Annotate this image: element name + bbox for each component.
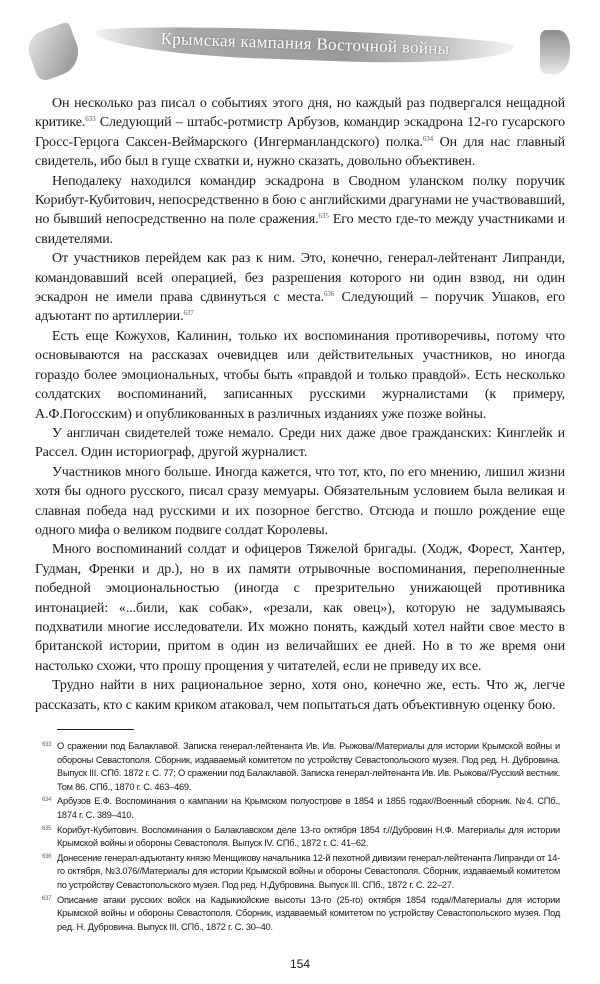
ribbon-curl-right-decoration bbox=[540, 30, 570, 74]
footnote-ref[interactable]: 635 bbox=[318, 212, 329, 221]
paragraph bbox=[35, 463, 565, 541]
paragraph-text: Трудно найти в них рациональное зерно, хотя оно, конечно же, есть. Что ж, легче рассказать, кто с каким криком атаковал, чем попытаться дать объективную оценку бою. bbox=[35, 678, 565, 713]
footnote bbox=[42, 852, 560, 893]
footnote-number: 634 bbox=[42, 797, 52, 804]
footnote-ref[interactable]: 634 bbox=[422, 134, 434, 143]
paragraph bbox=[35, 249, 565, 327]
page-number: 154 bbox=[289, 957, 311, 972]
footnote-text: О сражении под Балаклавой. Записка генерал-лейтенанта Ив. Ив. Рыжова//Материалы для истории Крымской войны и обороны Севастополя. Сборник, издаваемый комитетом по устройству Севастопольского музея. Под ред. Н. Дубровина. Выпуск III. СПб. 1872 г. С. 77; О сражении под Балаклавой. Записка генерал-лейтенанта Ив. Ив. Рыжова//Русский вестник. Том 86. СПб., 1870 г. С. 463–469. bbox=[57, 741, 560, 792]
footnote-number: 635 bbox=[42, 825, 52, 832]
footnote bbox=[42, 740, 560, 794]
paragraph bbox=[35, 172, 565, 250]
paragraph-text: У англичан свидетелей тоже немало. Среди них даже двое гражданских: Кинглейк и Рассел. Один историограф, другой журналист. bbox=[35, 425, 565, 461]
footnote bbox=[42, 824, 560, 851]
footnote-text: Арбузов Е.Ф. Воспоминания о кампании на Крымском полуострове в 1854 и 1855 годах//Военный сборник. №4. СПб., 1874 г. С. 389–410. bbox=[57, 796, 560, 820]
paragraph-text: Он несколько раз писал о событиях этого дня, но каждый раз подвергался нещадной критике. bbox=[35, 96, 565, 131]
footnote-text: Корибут-Кубитович. Воспоминания о Балаклавском деле 13-го октября 1854 г.//Дубровин Н.Ф. Материалы для истории Крымской войны и обороны Севастополя. Выпуск IV. СПб., 1872 г. С. 41–62. bbox=[57, 824, 560, 849]
chapter-banner bbox=[20, 18, 580, 78]
footnotes bbox=[42, 740, 560, 934]
paragraph-text: Его место где-то между участниками и свидетелями. bbox=[35, 212, 565, 247]
footnote bbox=[42, 795, 560, 822]
paragraph-text: От участников перейдем как раз к ним. Это, конечно, генерал-лейтенант Липранди, командовавший всей операцией, без разрешения которого ни один взвод, ни один эскадрон не имели права сдвинуться с места. bbox=[35, 251, 565, 306]
footnote-number: 636 bbox=[42, 853, 52, 860]
footnote-divider bbox=[57, 729, 134, 730]
footnote-ref[interactable]: 633 bbox=[85, 115, 96, 124]
paragraph bbox=[35, 424, 565, 463]
paragraph-text: Он для нас главный свидетель, ибо был в гуще схватки и, нужно сказать, довольно объективен. bbox=[35, 134, 565, 170]
paragraph-text: Следующий – штабс-ротмистр Арбузов, командир эскадрона 12-го гусарского Гросс-Герцога Саксен-Веймарского (Ингерманландского) полка. bbox=[35, 115, 565, 150]
footnote-text: Описание атаки русских войск на Кадыкиойские высоты 13-го (25-го) октября 1854 года//Материалы для истории Крымской войны и обороны Севастополя. Сборник, издаваемый комитетом по устройству Севастопольского музея. Под ред. Н. Дубровина. Выпуск III. СПб., 1872 г. С. 30–40. bbox=[57, 894, 560, 932]
paragraph bbox=[35, 676, 565, 715]
footnote-number: 637 bbox=[42, 895, 52, 902]
footnote-number: 633 bbox=[42, 742, 52, 748]
paragraph bbox=[35, 327, 565, 424]
main-text bbox=[35, 94, 565, 715]
paragraph bbox=[35, 540, 565, 676]
footnote-ref[interactable]: 636 bbox=[323, 290, 335, 299]
footnote-ref[interactable]: 637 bbox=[183, 309, 194, 318]
paragraph-text: Много воспоминаний солдат и офицеров Тяжелой бригады. (Ходж, Форест, Хантер, Гудман, Френки и др.), но в их памяти отрывочные воспоминания, переполненные победной эмоциональностью (иногда с презрительно унижающей противника интонацией: «...били, как собак», «резали, как овец»), которую не задумываясь подхватили многие исследователи. Их можно понять, каждый хотел найти свое место в британской истории, притом в один из величайших ее дней. Но в то же время они настолько схожи, что прошу прощения у читателей, если не приведу их все. bbox=[35, 542, 565, 674]
ribbon-curl-left-decoration bbox=[23, 21, 85, 83]
paragraph-text: Неподалеку находился командир эскадрона в Сводном уланском полку поручик Корибут-Кубитович, непосредственно в бою с английскими драгунами не участвовавший, но бывший непосредственно на поле сражения. bbox=[35, 173, 566, 228]
paragraph-text: Участников много больше. Иногда кажется, что тот, кто, по его мнению, лишил жизни хотя бы одного русского, писал сразу мемуары. Обязательным условием была великая и славная победа над русскими и их позорное бегство. Отсюда и пошло рождение еще одного мифа о великом подвиге солдат Королевы. bbox=[35, 464, 565, 538]
ribbon-decoration bbox=[95, 23, 516, 68]
paragraph-text: Есть еще Кожухов, Калинин, только их воспоминания противоречивы, потому что основываются на рассказах очевидцев или действительных участников, но иногда гораздо более эмоциональных, чтобы быть «правдой и только правдой». Есть несколько солдатских воспоминаний, записанных русскими журналистами (к примеру, А.Ф.Погосским) и опубликованных в различных изданиях уже позже войны. bbox=[35, 328, 565, 422]
running-header-title: Крымская кампания Восточной войны bbox=[160, 28, 450, 59]
footnote-text: Донесение генерал-адъютанту князю Менщикову начальника 12-й пехотной дивизии генерал-лейтенанта Липранди от 14-го октября, №3.076//Материалы для истории Крымской войны и обороны Севастополя. Сборник, издаваемый комитетом по устройству Севастопольского музея. Под ред. Н.Дубровина. Выпуск III. СПб., 1872 г. С. 22–27. bbox=[57, 852, 560, 890]
paragraph bbox=[35, 94, 565, 172]
paragraph-text: Следующий – поручик Ушаков, его адъютант по артиллерии. bbox=[35, 290, 565, 325]
